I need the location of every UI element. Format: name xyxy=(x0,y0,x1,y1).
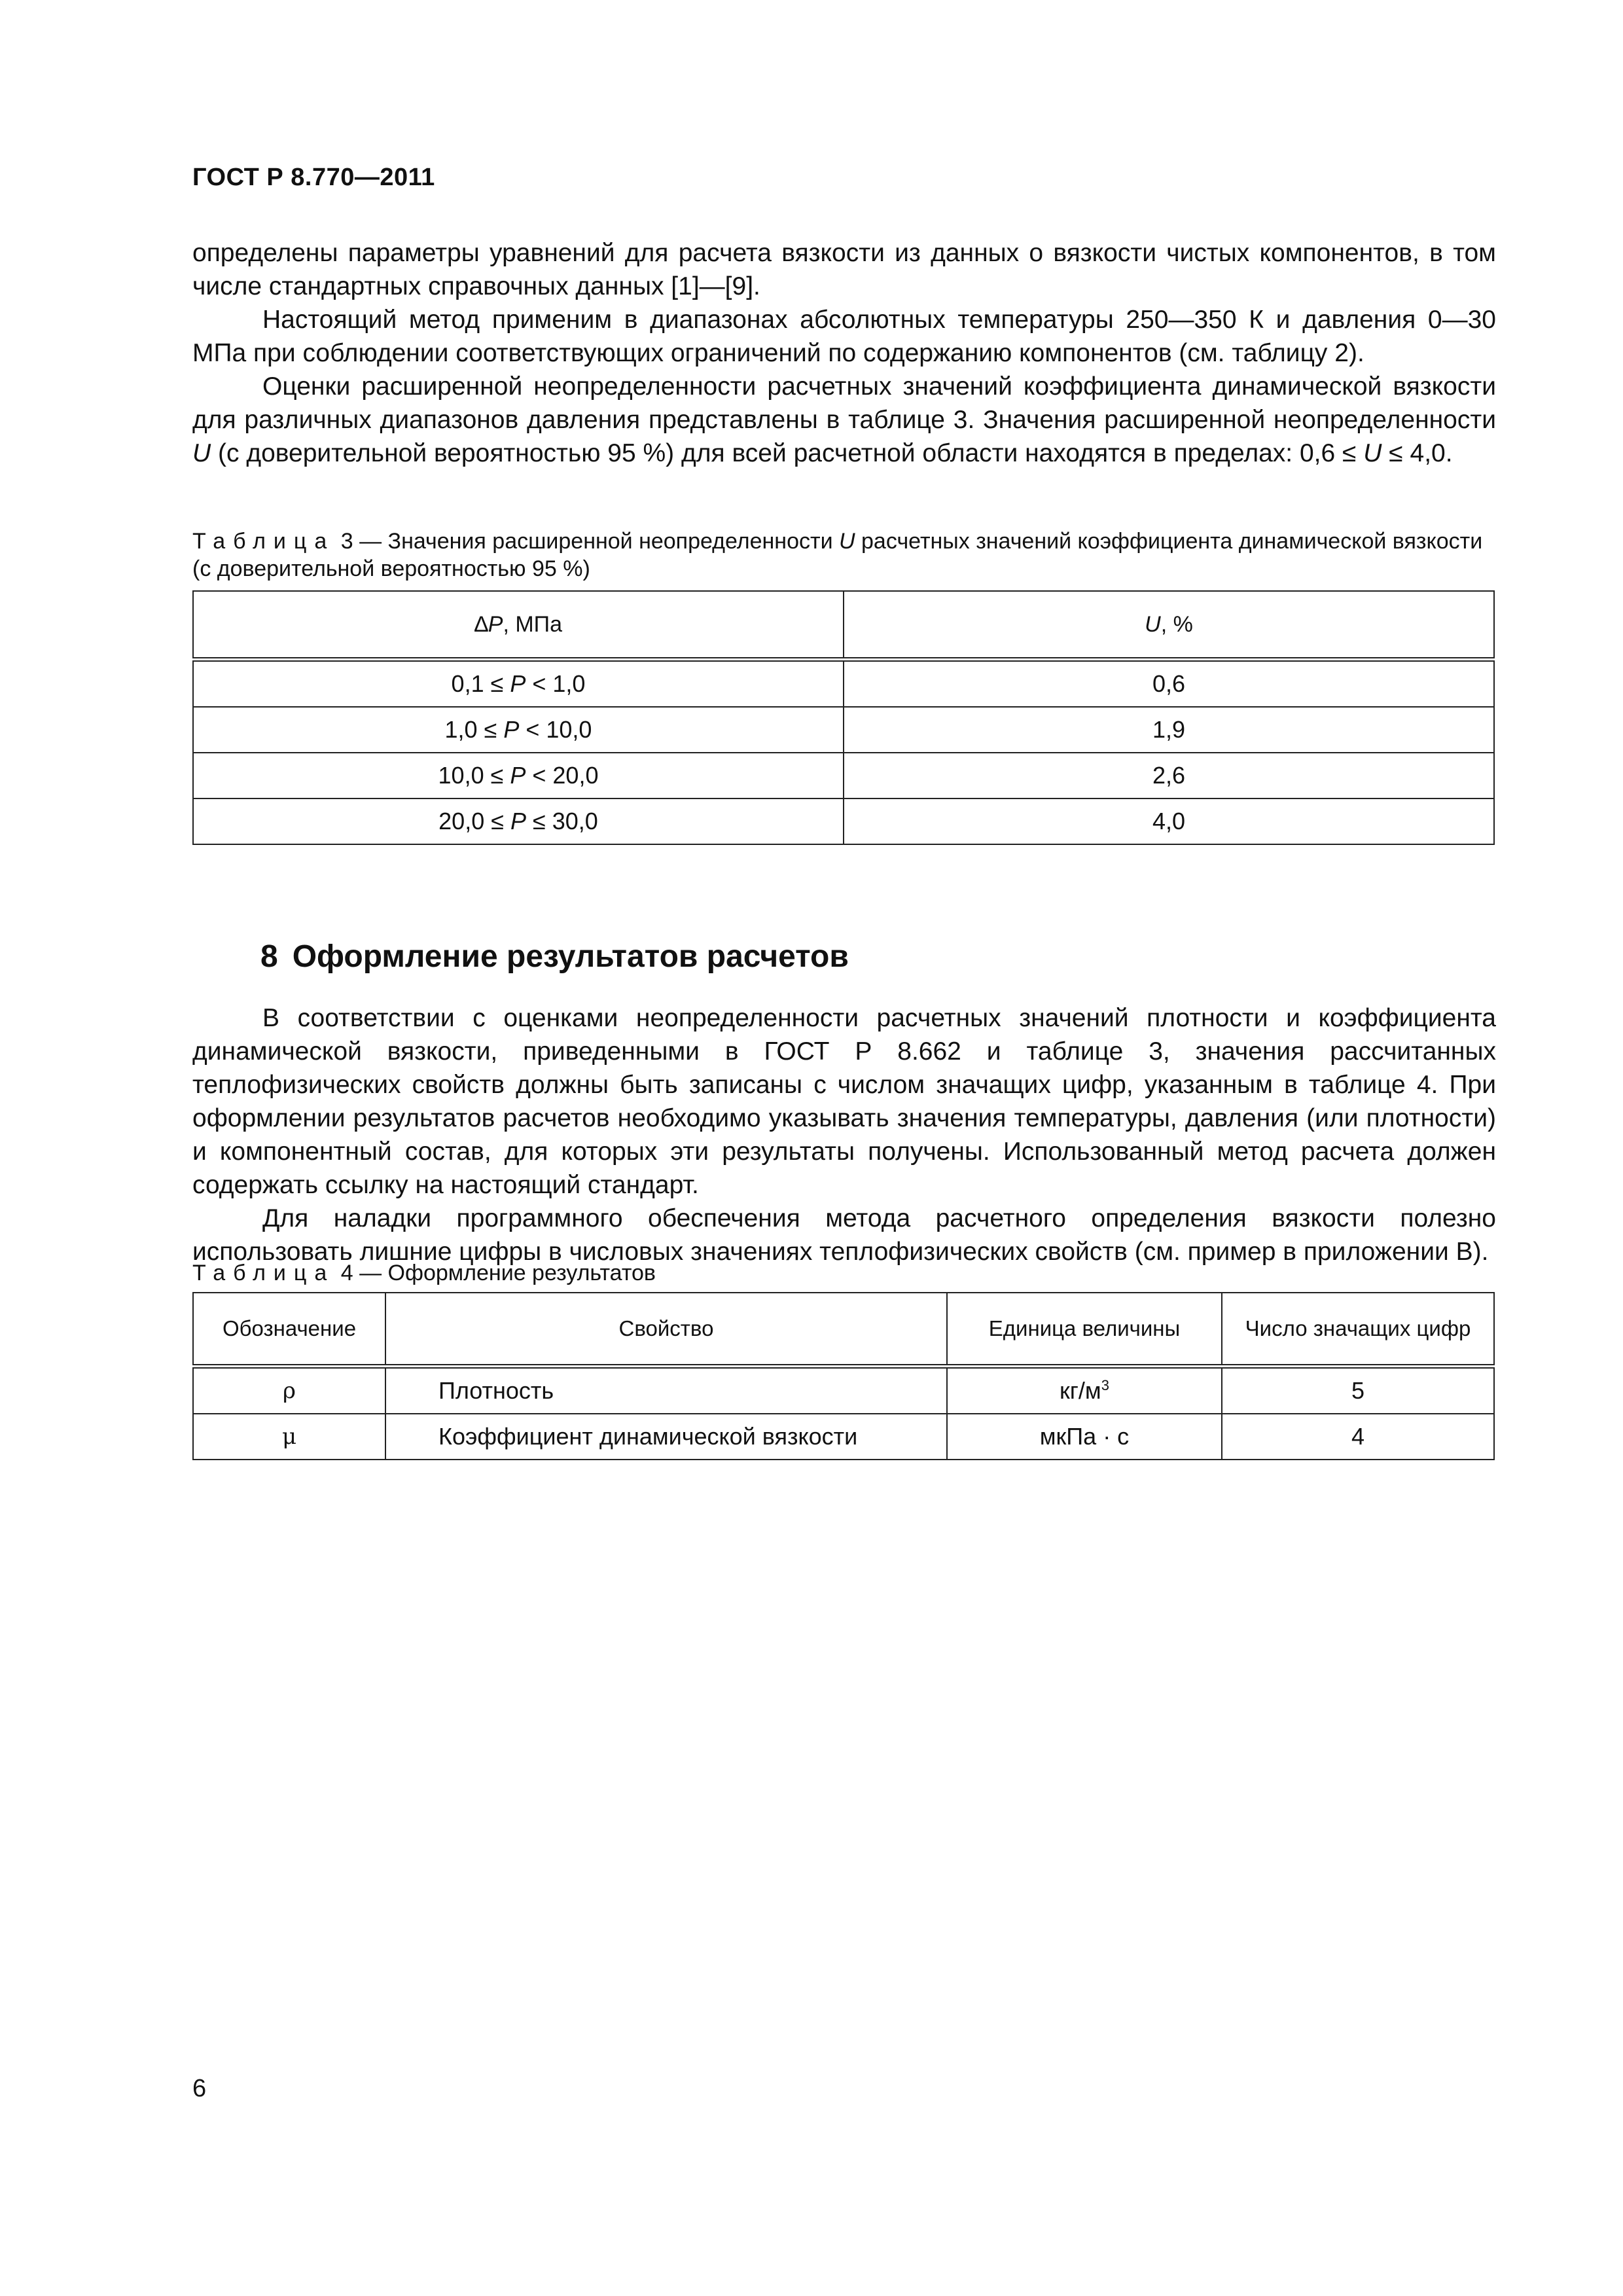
table3-caption-variable: U xyxy=(839,529,855,554)
table4-caption xyxy=(192,1259,1496,1287)
range-upper: < 1,0 xyxy=(526,670,586,697)
digits-cell: 5 xyxy=(1222,1367,1494,1414)
section-8-heading xyxy=(260,939,849,975)
p3-variable-u-2: U xyxy=(1363,439,1382,467)
section-8-text xyxy=(192,1001,1496,1268)
table-row xyxy=(193,707,1494,753)
table-row xyxy=(193,1414,1494,1460)
uncertainty-variable: U xyxy=(1145,611,1161,637)
table4-caption-label: Таблица xyxy=(192,1261,335,1285)
section8-paragraph-1: В соответствии с оценками неопределенности расчетных значений плотности и коэффициента динамической вязкости, приведенными в ГОСТ Р 8.662 и таблице 3, значения рассчитанных теплофизических свойств должны быть записаны с числом значащих цифр, указанным в таблице 4. При оформлении результатов расчетов необходимо указывать значения температуры, давления (или плотности) и компонентный состав, для которых эти результаты получены. Использованный метод расчета должен содержать ссылку на настоящий стандарт. xyxy=(192,1004,1496,1199)
pressure-range-cell xyxy=(193,707,844,753)
uncertainty-cell: 1,9 xyxy=(844,707,1494,753)
range-lower: 10,0 ≤ xyxy=(438,762,510,789)
unit-cell xyxy=(947,1414,1222,1460)
section-number: 8 xyxy=(260,939,278,974)
intro-paragraph-3 xyxy=(192,370,1496,470)
table3-header-uncertainty xyxy=(844,591,1494,660)
property-cell: Коэффициент динамической вязкости xyxy=(385,1414,947,1460)
table3-caption-text-a: 3 — Значения расширенной неопределенности xyxy=(334,529,840,554)
range-upper: < 20,0 xyxy=(526,762,599,789)
table-4 xyxy=(192,1292,1495,1460)
unit-cell xyxy=(947,1367,1222,1414)
pressure-variable: P xyxy=(488,611,503,637)
table-row xyxy=(193,1367,1494,1414)
uncertainty-unit: , % xyxy=(1160,611,1193,637)
table4-caption-text: 4 — Оформление результатов xyxy=(334,1261,656,1285)
symbol-cell: ρ xyxy=(193,1367,385,1414)
table-row xyxy=(193,798,1494,844)
uncertainty-cell: 0,6 xyxy=(844,660,1494,708)
section-title: Оформление результатов расчетов xyxy=(292,939,849,974)
digits-cell: 4 xyxy=(1222,1414,1494,1460)
p3-variable-u: U xyxy=(192,439,211,467)
uncertainty-cell: 4,0 xyxy=(844,798,1494,844)
table4-header-digits: Число значащих цифр xyxy=(1222,1293,1494,1367)
table4-header-symbol: Обозначение xyxy=(193,1293,385,1367)
pressure-unit: , МПа xyxy=(503,611,563,637)
intro-paragraph-2: Настоящий метод применим в диапазонах абсолютных температуры 250—350 К и давления 0—30 МПа при соблюдении соответствующих ограничений по содержанию компонентов (см. таблицу 2). xyxy=(192,306,1496,367)
table3-caption xyxy=(192,528,1496,583)
unit-text: кг/м xyxy=(1060,1377,1101,1404)
range-upper: ≤ 30,0 xyxy=(526,808,598,834)
pressure-range-cell xyxy=(193,660,844,708)
symbol-cell: μ xyxy=(193,1414,385,1460)
range-variable: P xyxy=(510,808,526,834)
unit-superscript: 3 xyxy=(1101,1377,1109,1393)
section8-paragraph-2: Для наладки программного обеспечения метода расчетного определения вязкости полезно использовать лишние цифры в числовых значениях теплофизических свойств (см. пример в приложении В). xyxy=(192,1204,1496,1266)
table4-header-row xyxy=(193,1293,1494,1367)
intro-text xyxy=(192,236,1496,470)
p3-text-a: Оценки расширенной неопределенности расчетных значений коэффициента динамической вязкости для различных диапазонов давления представлены в таблице 3. Значения расширенной неопределенности xyxy=(192,372,1496,434)
uncertainty-cell: 2,6 xyxy=(844,753,1494,798)
range-lower: 20,0 ≤ xyxy=(438,808,510,834)
page-number: 6 xyxy=(192,2075,207,2102)
table-3 xyxy=(192,590,1495,845)
table3-header-row xyxy=(193,591,1494,660)
table3-caption-text-b: расчетных значений коэффициента динамической вязкости (с доверительной вероятностью 95 %) xyxy=(192,529,1483,581)
table4-header-property: Свойство xyxy=(385,1293,947,1367)
table3-header-pressure xyxy=(193,591,844,660)
delta-symbol: ∆ xyxy=(474,611,488,637)
property-cell: Плотность xyxy=(385,1367,947,1414)
table-row xyxy=(193,753,1494,798)
p3-text-b: (с доверительной вероятностью 95 %) для всей расчетной области находятся в пределах: 0,6 ≤ xyxy=(211,439,1364,467)
range-variable: P xyxy=(510,670,526,697)
p3-text-c: ≤ 4,0. xyxy=(1382,439,1453,467)
pressure-range-cell xyxy=(193,753,844,798)
table4-header-unit: Единица величины xyxy=(947,1293,1222,1367)
table3-caption-label: Таблица xyxy=(192,529,335,554)
range-variable: P xyxy=(503,716,520,743)
pressure-range-cell xyxy=(193,798,844,844)
range-variable: P xyxy=(510,762,526,789)
range-lower: 1,0 ≤ xyxy=(444,716,504,743)
range-upper: < 10,0 xyxy=(519,716,592,743)
table-row xyxy=(193,660,1494,708)
intro-paragraph-1: определены параметры уравнений для расчета вязкости из данных о вязкости чистых компонентов, в том числе стандартных справочных данных [1]—[9]. xyxy=(192,239,1496,300)
document-header: ГОСТ Р 8.770—2011 xyxy=(192,164,435,191)
range-lower: 0,1 ≤ xyxy=(451,670,510,697)
unit-text: мкПа · с xyxy=(1039,1423,1130,1450)
